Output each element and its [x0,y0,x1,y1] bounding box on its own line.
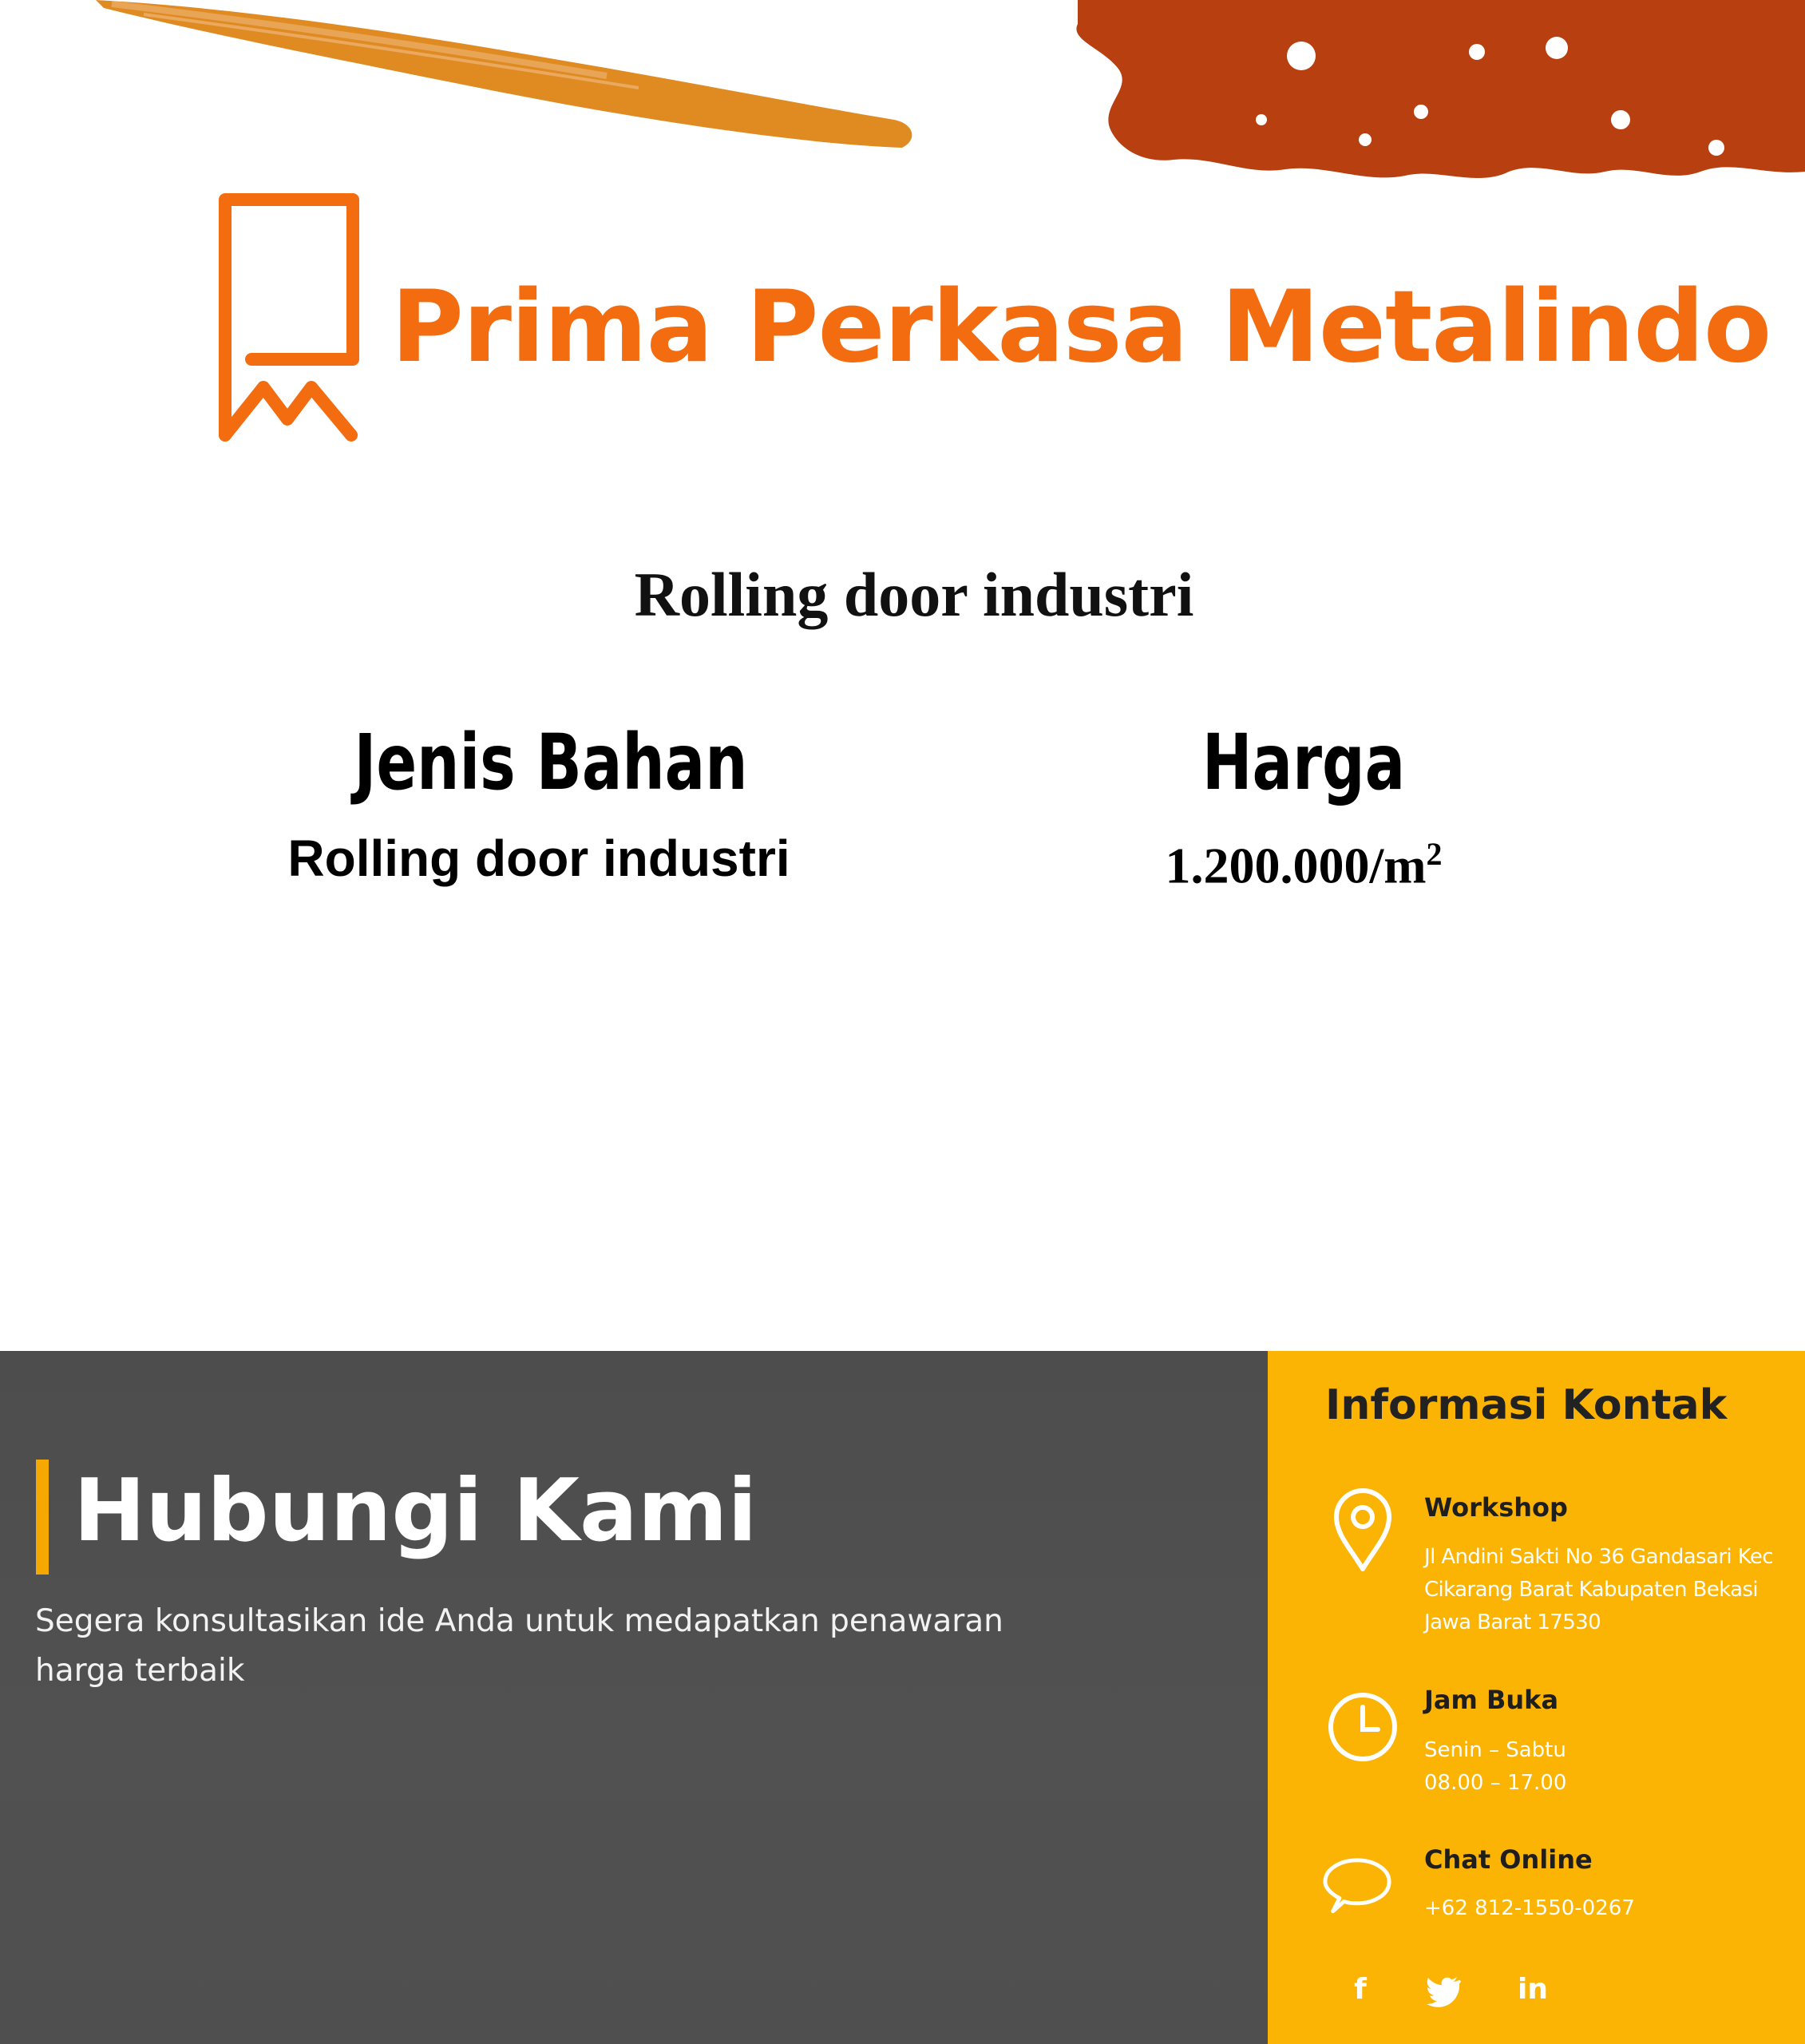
chat-label: Chat Online [1424,1844,1593,1875]
hours-text [1424,1734,1783,1800]
material-value: Rolling door industri [287,830,790,887]
price-amount: 1.200.000/m [1165,837,1427,894]
orange-brush-stroke [0,0,918,160]
material-column-header: Jenis Bahan [354,718,748,807]
hours-time: 08.00 – 17.00 [1424,1771,1567,1795]
contact-title: Hubungi Kami [73,1461,758,1561]
linkedin-icon[interactable]: in [1518,1973,1548,2006]
contact-title-accent-bar [36,1460,49,1575]
bookmark-logo-icon [216,192,363,443]
contact-info-title: Informasi Kontak [1325,1381,1728,1429]
facebook-icon[interactable]: f [1354,1973,1367,2006]
workshop-label: Workshop [1424,1492,1568,1523]
clock-icon [1325,1683,1397,1771]
workshop-address: Jl Andini Sakti No 36 Gandasari Kec Cikarang Barat Kabupaten Bekasi Jawa Barat 17530 [1424,1545,1773,1634]
price-value [984,818,1623,901]
location-pin-icon [1327,1485,1399,1573]
price-column-header: Harga [1201,718,1406,807]
hours-days: Senin – Sabtu [1424,1738,1566,1762]
price-unit-superscript: 2 [1426,836,1443,872]
contact-description: Segera konsultasikan ide Anda untuk medapatkan penawaran harga terbaik [35,1603,1003,1689]
rust-paint-splash [1062,0,1805,200]
hours-label: Jam Buka [1424,1685,1559,1715]
chat-phone[interactable]: +62 812-1550-0267 [1424,1896,1635,1920]
twitter-icon[interactable] [1421,1966,1469,2014]
brand-name: Prima Perkasa Metalindo [391,270,1771,385]
document-title: Rolling door industri [634,560,1194,629]
chat-bubble-icon [1321,1844,1393,1932]
